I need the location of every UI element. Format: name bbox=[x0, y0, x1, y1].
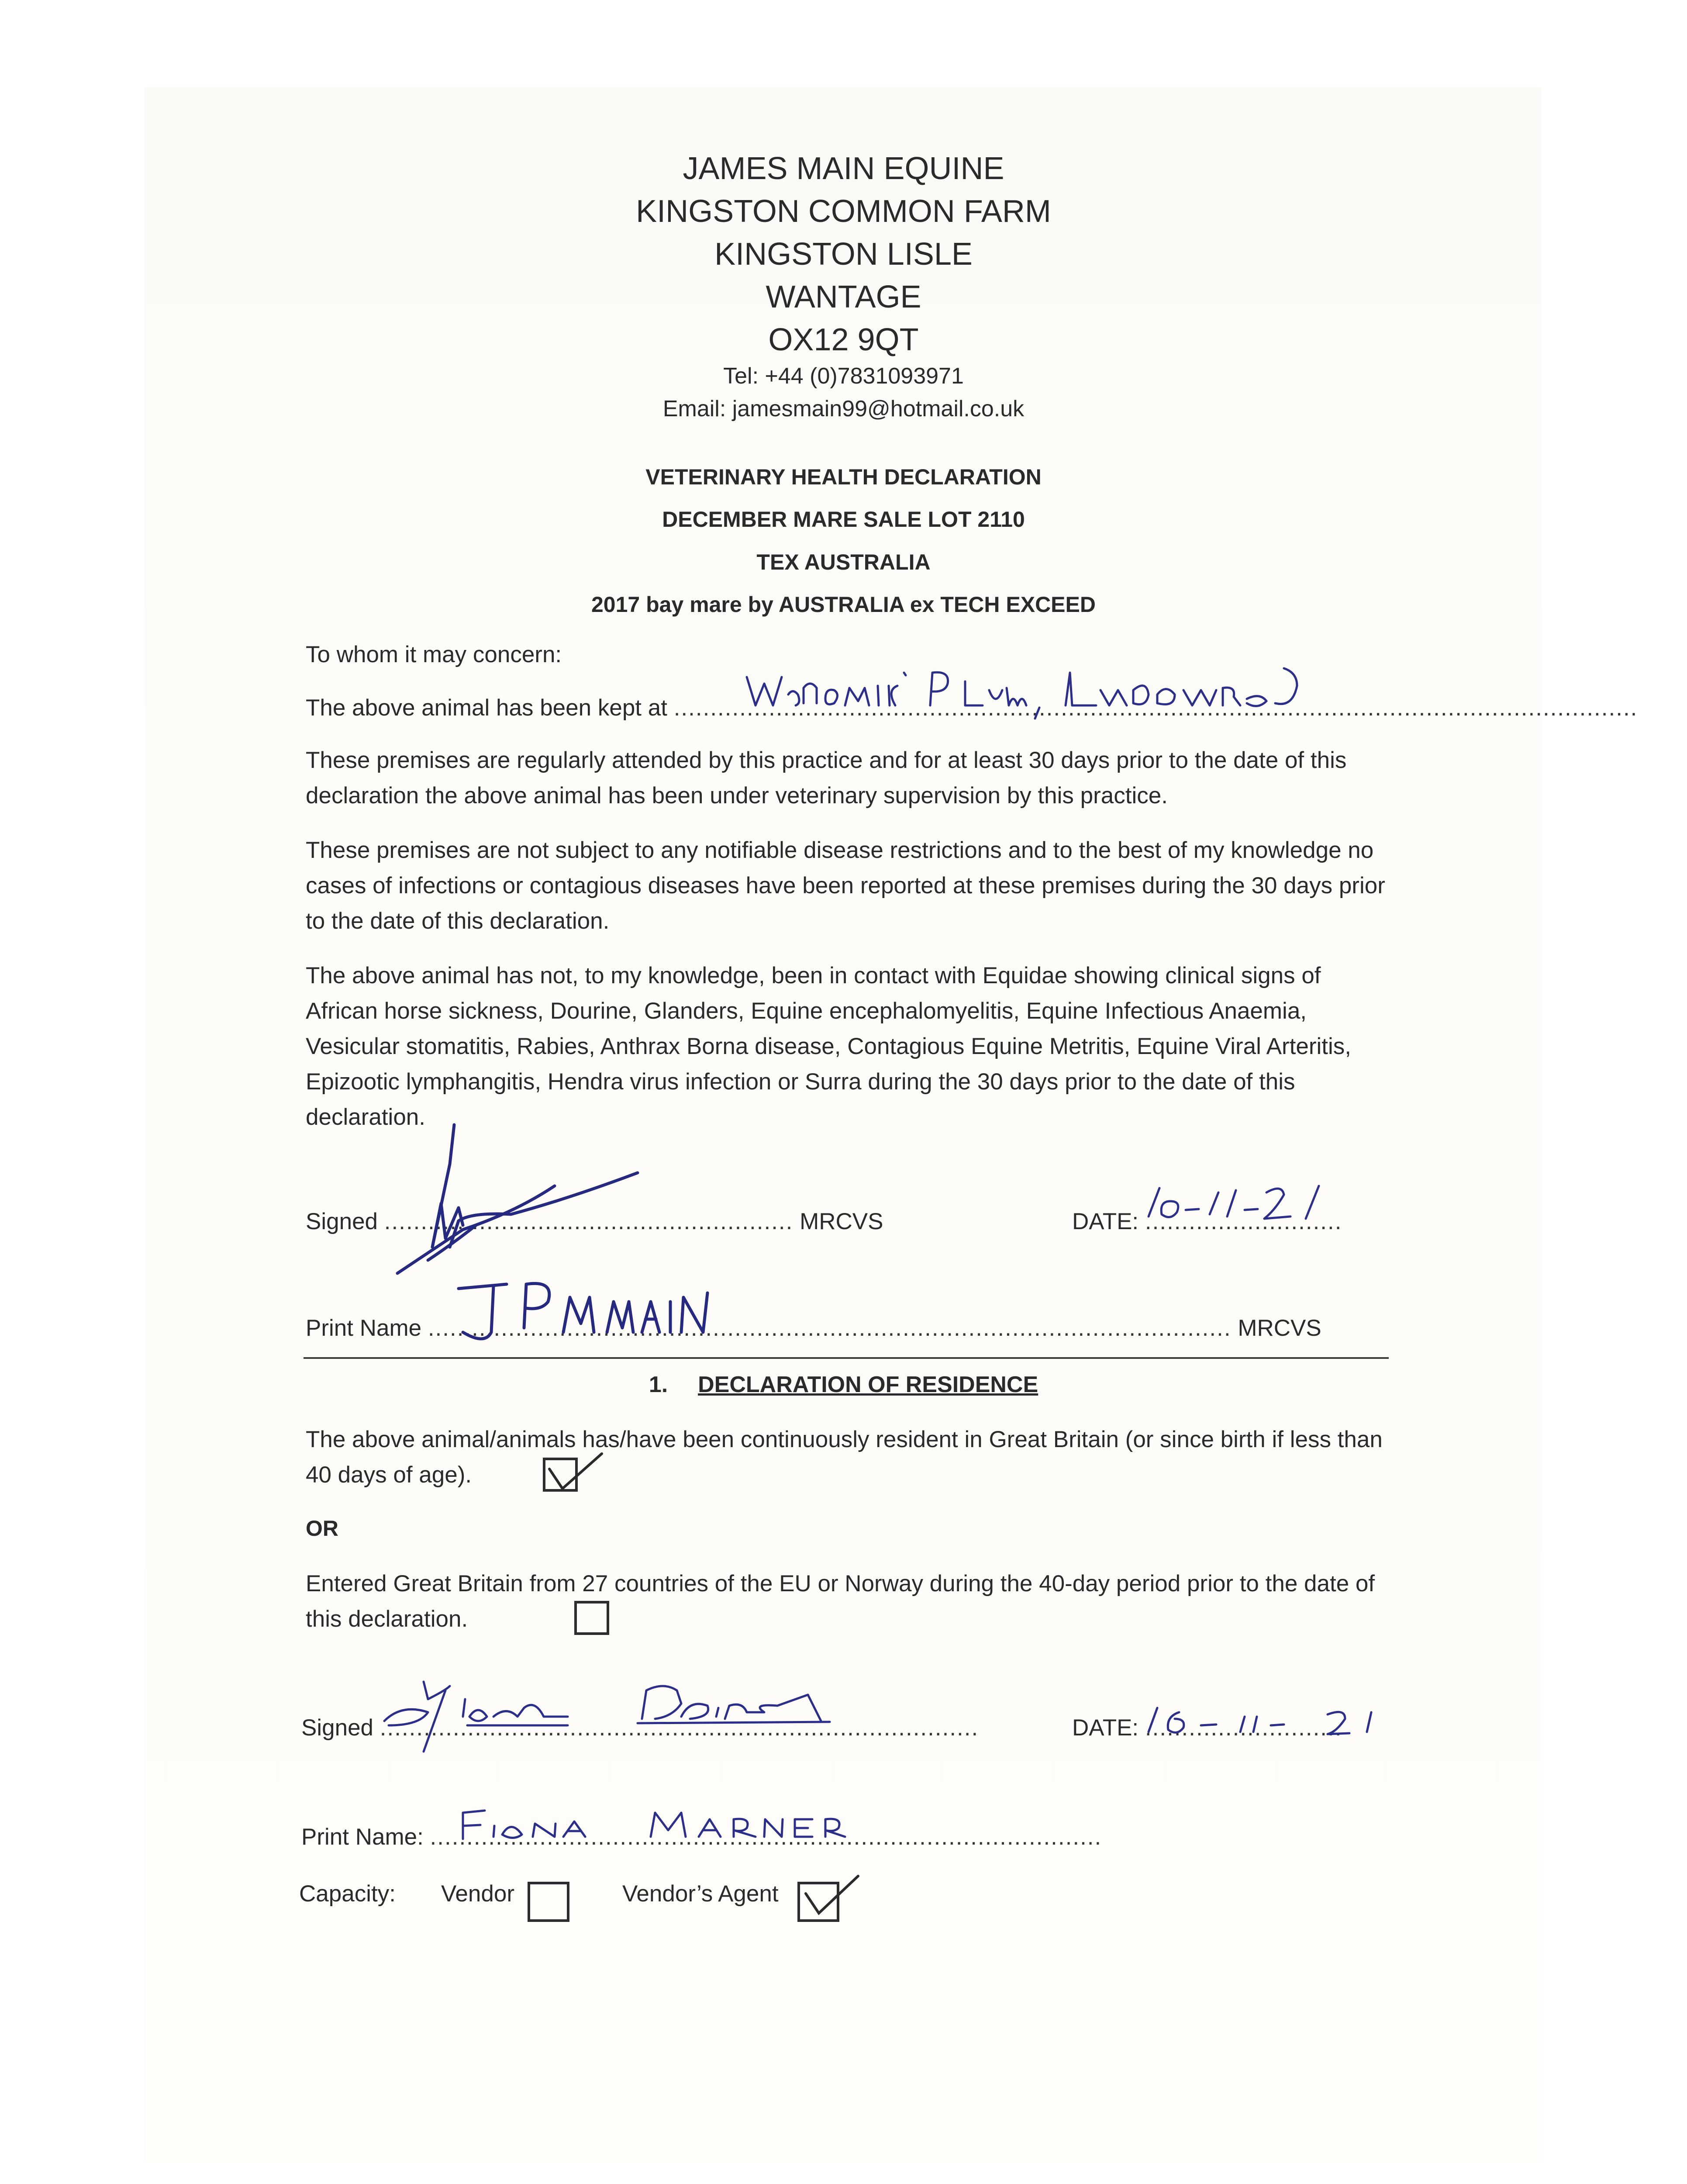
address-village: KINGSTON LISLE bbox=[714, 237, 973, 272]
vet-mrcvs-label: MRCVS bbox=[800, 1209, 883, 1234]
check-mark-icon bbox=[801, 1872, 862, 1920]
declaration-title: VETERINARY HEALTH DECLARATION bbox=[645, 465, 1042, 489]
address-town: WANTAGE bbox=[766, 280, 921, 314]
vendor-signed-label: Signed bbox=[301, 1715, 374, 1741]
vet-signed-line: Signed ........................................................ MRCVS bbox=[306, 1209, 883, 1234]
vendor-print-name-handwritten bbox=[454, 1804, 939, 1843]
vet-signed-label: Signed bbox=[306, 1209, 378, 1234]
salutation: To whom it may concern: bbox=[306, 642, 562, 667]
paragraph-no-disease: These premises are not subject to any notifiable disease restrictions and to the best of my knowledge no cases of infections or contagious diseases have been reported at these premises during the 30 days prior to the date of this declaration. bbox=[306, 837, 1385, 934]
phone-number: Tel: +44 (0)7831093971 bbox=[723, 363, 964, 389]
vet-print-name-label: Print Name bbox=[306, 1315, 422, 1341]
vendor-print-name-label: Print Name: bbox=[301, 1824, 424, 1850]
paragraph-no-contact: The above animal has not, to my knowledge, been in contact with Equidae showing clinical signs of African horse sickness, Dourine, Glanders, Equine encephalomyelitis, Equine Infectious Anaemia, Vesicular stomatitis, Rabies, Anthrax Borna disease, Contagious Equine Metritis, Equine Viral Arteritis, Epizootic lymphangitis, Hendra virus infection or Surra during the 30 days prior to the date of this declaration. bbox=[306, 963, 1352, 1130]
address-farm: KINGSTON COMMON FARM bbox=[636, 194, 1051, 229]
checkbox-vendor[interactable] bbox=[528, 1882, 569, 1922]
vendor-date-handwritten bbox=[1140, 1695, 1393, 1743]
paragraph-supervision: These premises are regularly attended by this practice and for at least 30 days prior to the date of this declaration the above animal has been under veterinary supervision by this practice. bbox=[306, 747, 1347, 809]
vendors-agent-label: Vendor’s Agent bbox=[622, 1881, 779, 1907]
vendor-signature bbox=[376, 1664, 887, 1760]
section-divider bbox=[304, 1357, 1389, 1359]
address-postcode: OX12 9QT bbox=[768, 322, 919, 357]
residence-option-gb: The above animal/animals has/have been continuously resident in Great Britain (or since birth if less than 40 days of age). bbox=[306, 1427, 1383, 1488]
sale-title: DECEMBER MARE SALE LOT 2110 bbox=[662, 507, 1025, 532]
vendor-signed-line: Signed .................................................................................. bbox=[301, 1715, 979, 1741]
practice-name: JAMES MAIN EQUINE bbox=[683, 151, 1004, 186]
horse-description: 2017 bay mare by AUSTRALIA ex TECH EXCEED bbox=[591, 592, 1096, 617]
checkbox-entered-from-eu[interactable] bbox=[574, 1601, 609, 1635]
vendor-print-name-line: Print Name: ............................................................................................ bbox=[301, 1824, 1102, 1850]
horse-name: TEX AUSTRALIA bbox=[756, 550, 931, 574]
vet-print-name-handwritten bbox=[450, 1267, 721, 1350]
vet-date-handwritten bbox=[1140, 1175, 1341, 1236]
check-mark-icon bbox=[545, 1449, 606, 1497]
residence-option-eu: Entered Great Britain from 27 countries of the EU or Norway during the 40-day period prior to the date of this declaration. bbox=[306, 1571, 1375, 1632]
residence-number: 1. bbox=[649, 1372, 668, 1397]
vet-print-name-line: Print Name .............................................................................................................. MRCVS bbox=[306, 1315, 1321, 1341]
vendor-date-line: DATE: ........................... bbox=[1072, 1715, 1342, 1741]
residence-heading bbox=[0, 1372, 1687, 1398]
residence-title: DECLARATION OF RESIDENCE bbox=[698, 1372, 1038, 1397]
or-label: OR bbox=[306, 1516, 338, 1541]
vet-date-label: DATE: bbox=[1072, 1209, 1139, 1234]
vendor-date-label: DATE: bbox=[1072, 1715, 1139, 1741]
handwritten-premises bbox=[738, 664, 1314, 725]
email-address: Email: jamesmain99@hotmail.co.uk bbox=[662, 396, 1025, 422]
capacity-label: Capacity: bbox=[299, 1881, 396, 1907]
vet-date-line: DATE: ........................... bbox=[1072, 1209, 1342, 1234]
kept-at-dots: .................................................................................................................................... bbox=[673, 695, 1638, 721]
vet-print-mrcvs-label: MRCVS bbox=[1238, 1315, 1321, 1341]
kept-at-label: The above animal has been kept at bbox=[306, 695, 667, 721]
vendor-label: Vendor bbox=[441, 1881, 514, 1907]
